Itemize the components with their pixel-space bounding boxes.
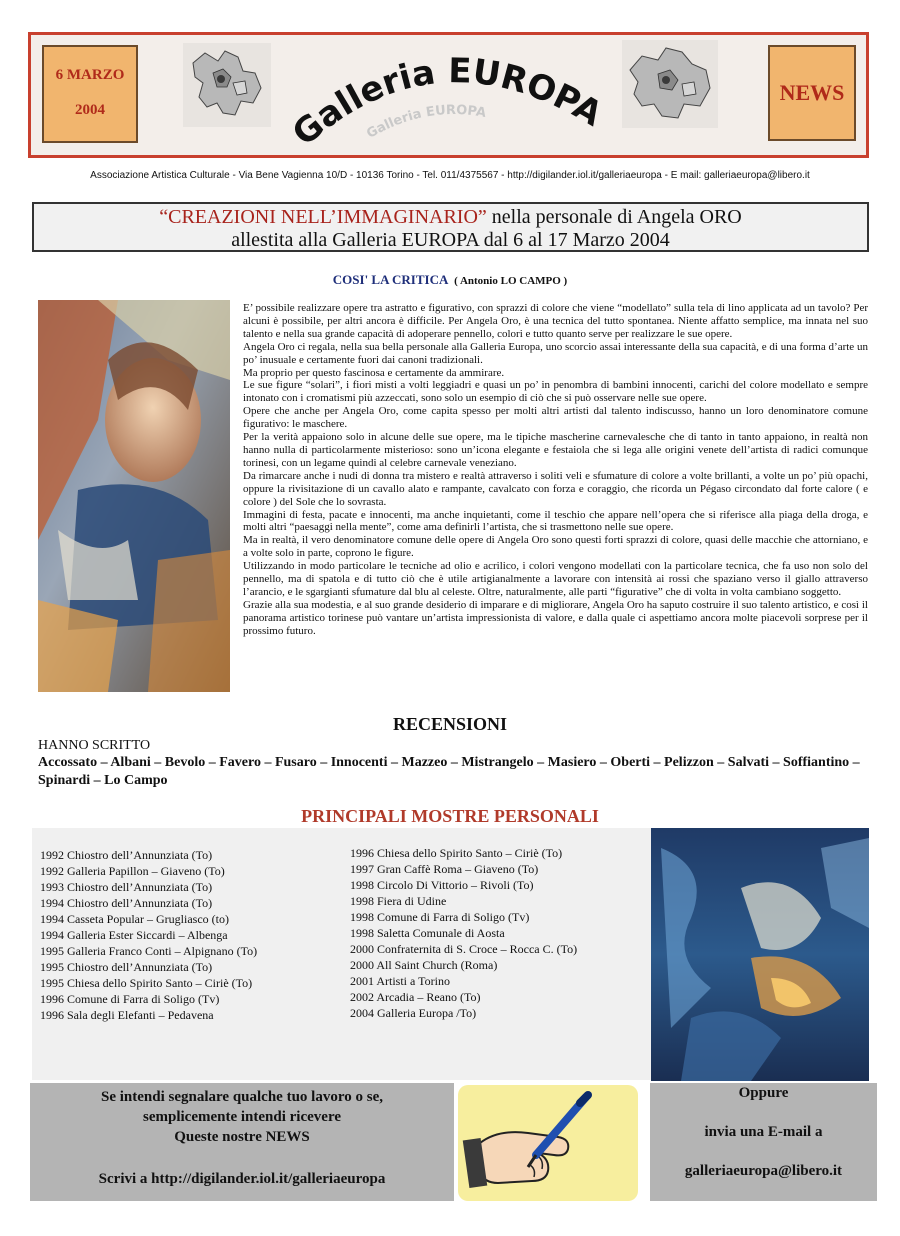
svg-text:Galleria EUROPA (364, 103, 487, 142)
exhibition-item: 2000 All Saint Church (Roma) (350, 958, 498, 972)
writing-hand-panel (458, 1085, 638, 1201)
exhibition-item: 1992 Chiostro dell’Annunziata (To) (40, 848, 213, 862)
email-panel (650, 1083, 877, 1201)
critique-author: ( Antonio LO CAMPO ) (454, 275, 568, 287)
exhibition-name: “CREAZIONI NELL’IMMAGINARIO” (159, 206, 487, 228)
painting-abstract (651, 828, 869, 1081)
europe-map-left-icon (183, 43, 271, 127)
subscribe-line: Se intendi segnalare qualche tuo lavoro o se, (101, 1089, 383, 1105)
date-day-month: 6 MARZO (55, 67, 125, 83)
email-or: Oppure (738, 1085, 789, 1101)
exhibition-item: 2002 Arcadia – Reano (To) (350, 990, 481, 1004)
subscribe-line: Queste nostre NEWS (174, 1129, 310, 1145)
exhibition-item: 1994 Galleria Ester Siccardi – Albenga (40, 928, 228, 942)
exhibition-item: 2004 Galleria Europa /To) (350, 1006, 477, 1020)
date-badge (42, 45, 138, 143)
svg-text:Galleria EUROPA (285, 51, 609, 154)
exhibition-item: 1998 Saletta Comunale di Aosta (350, 926, 505, 940)
critique-paragraph: Da rimarcare anche i nudi di donna tra mistero e realtà attraverso i soliti veli e sfumature di colore a volte brillanti, a volte un po’ più opachi, oppure la rivisitazione di un cavallo alato e rampante, cavalcato con forza e coraggio, che ricorda un Pégaso circondato dal forte calore ( e colore ) del Sole che lo sovrasta. (243, 469, 868, 508)
exhibition-subtitle: nella personale di Angela ORO (486, 206, 742, 228)
subscribe-panel (30, 1083, 454, 1201)
exhibition-item: 1995 Chiesa dello Spirito Santo – Ciriè (To) (40, 976, 253, 990)
email-link[interactable]: galleriaeuropa@libero.it (684, 1163, 843, 1179)
critique-heading (0, 272, 900, 288)
exhibition-item: 2001 Artisti a Torino (350, 974, 450, 988)
news-badge: NEWS (768, 45, 856, 141)
exhibition-item: 1994 Chiostro dell’Annunziata (To) (40, 896, 213, 910)
exhibition-dates: allestita alla Galleria EUROPA dal 6 al 17 Marzo 2004 (231, 229, 670, 251)
critique-paragraph: E’ possibile realizzare opere tra astratto e figurativo, con sprazzi di colore che viene “modellato” sulla tela di lino applicata ad un tavolo? Per alcuni è possibile, per altri ancora è difficile. Per Angela Oro, è una tecnica del tutto spontanea. Niente affatto semplice, ma innata nel suo talento e nella sua grande capacità di adoperare pennello, colori e tutto quanto serve per realizzare le sue opere. (243, 302, 868, 340)
europe-map-right-icon (622, 40, 718, 128)
exhibition-item: 1995 Chiostro dell’Annunziata (To) (40, 960, 213, 974)
galleria-europa-logo (260, 40, 630, 160)
reviewer-names: Accossato – Albani – Bevolo – Favero – Fusaro – Innocenti – Mazzeo – Mistrangelo – Masiero – Oberti – Pelizzon – Salvati – Soffiantino – Spinardi – Lo Campo (38, 755, 860, 788)
exhibition-item: 1994 Casseta Popular – Grugliasco (to) (40, 912, 229, 926)
critique-paragraph: Immagini di festa, pacate e innocenti, ma anche inquietanti, come il teschio che appare nell’opera che si riferisce alla piaga della droga, e molti altri “paesaggi nella mente”, come ama definirli l’artista, che si trasmettono nelle sue opere. (243, 508, 868, 534)
exhibition-item: 1998 Circolo Di Vittorio – Rivoli (To) (350, 878, 534, 892)
logo-main-text: Galleria EUROPA (285, 51, 609, 155)
critique-paragraph: Angela Oro ci regala, nella sua bella personale alla Galleria Europa, uno scorcio assai interessante della sua capacità, e di una forma d’arte un po’ inusuale e certamente fuori dai canoni tradizionali. (243, 340, 868, 366)
logo-echo-text: Galleria EUROPA (364, 102, 488, 142)
website-link[interactable]: Scrivi a http://digilander.iol.it/galleriaeuropa (98, 1171, 386, 1187)
association-address: Associazione Artistica Culturale - Via Bene Vagienna 10/D - 10136 Torino - Tel. 011/4375567 - http://digilander.iol.it/galleriaeuropa - E mail: galleriaeuropa@libero.it (90, 170, 810, 181)
exhibition-item: 2000 Confraternita di S. Croce – Rocca C. (To) (350, 942, 578, 956)
exhibition-item: 1998 Fiera di Udine (350, 894, 447, 908)
critique-paragraph: Grazie alla sua modestia, e al suo grande desiderio di imparare e di migliorare, Angela Oro ha saputo costruire il suo talento artistico, e così il panorama artistico torinese può vantare un’artista impressionista di valore, e dalla quale ci aspettiamo ancora molte piacevoli sorprese per il prossimo futuro. (243, 598, 868, 637)
critique-paragraph: Utilizzando in modo particolare le tecniche ad olio e acrilico, i colori vengono modellati con la particolare tecnica, che fa uso non solo del pennello, ma di spatola e di tutto ciò che è utile artigianalmente a lavorare con intensità ai rossi che spaziano verso il giallo attraverso l’arancio, e le sgargianti sfumature dal blu al celeste. Oltre, naturalmente, alle parti “figurative” che di volta in volta cambiano soggetto. (243, 560, 868, 598)
critique-paragraph: Ma in realtà, il vero denominatore comune delle opere di Angela Oro sono questi forti sprazzi di colore, quasi delle macchie che attorniano, e a volte solo in parte, coprono le figure. (243, 534, 868, 560)
critique-paragraph: Ma proprio per questo fascinosa e certamente da ammirare. (243, 366, 505, 379)
exhibition-item: 1997 Gran Caffè Roma – Giaveno (To) (350, 862, 539, 876)
reviews-heading: RECENSIONI (392, 714, 508, 734)
critique-paragraph: Per la verità appaiono solo in alcune delle sue opere, ma le tipiche mascherine carnevalesche che di tanto in tanto appaiono, in realtà non hanno nulla di particolarmente misterioso: sono un’icona elegante e festaiola che si lega alle origini venete dell’artista di radici comunque torinesi, con un legame quindi al celebre carnevale veneziano. (243, 431, 868, 469)
exhibitions-column-left (40, 847, 257, 1023)
exhibitions-column-right (350, 845, 577, 1021)
exhibition-item: 1995 Galleria Franco Conti – Alpignano (To) (40, 944, 258, 958)
exhibition-item: 1992 Galleria Papillon – Giaveno (To) (40, 864, 225, 878)
critique-body (243, 302, 868, 638)
painting-portrait (38, 300, 230, 692)
exhibitions-heading: PRINCIPALI MOSTRE PERSONALI (301, 806, 599, 826)
exhibition-item: 1996 Comune di Farra di Soligo (Tv) (40, 992, 220, 1006)
critique-paragraph: Opere che anche per Angela Oro, come capita spesso per molti altri artisti dal talento indiscusso, hanno un loro denominatore comune figurativo: le maschere. (243, 405, 868, 431)
exhibition-item: 1993 Chiostro dell’Annunziata (To) (40, 880, 213, 894)
writing-hand-icon (458, 1085, 638, 1201)
exhibition-item: 1998 Comune di Farra di Soligo (Tv) (350, 910, 530, 924)
subscribe-line: semplicemente intendi ricevere (143, 1109, 341, 1125)
reviews-subheading: HANNO SCRITTO (38, 738, 151, 753)
critique-title: COSI' LA CRITICA (332, 272, 448, 287)
email-prompt: invia una E-mail a (704, 1124, 823, 1140)
date-year: 2004 (75, 102, 105, 118)
exhibition-item: 1996 Chiesa dello Spirito Santo – Ciriè (To) (350, 846, 563, 860)
exhibition-item: 1996 Sala degli Elefanti – Pedavena (40, 1008, 214, 1022)
exhibition-title (32, 202, 869, 252)
critique-paragraph: Le sue figure “solari”, i fiori misti a volti leggiadri e quasi un po’ in penombra di bambini innocenti, carichi del colore modellato e sempre intonato con i cromatismi più azzeccati, sono solo un esempio di ciò che si può osservare nelle sue opere. (243, 379, 868, 405)
